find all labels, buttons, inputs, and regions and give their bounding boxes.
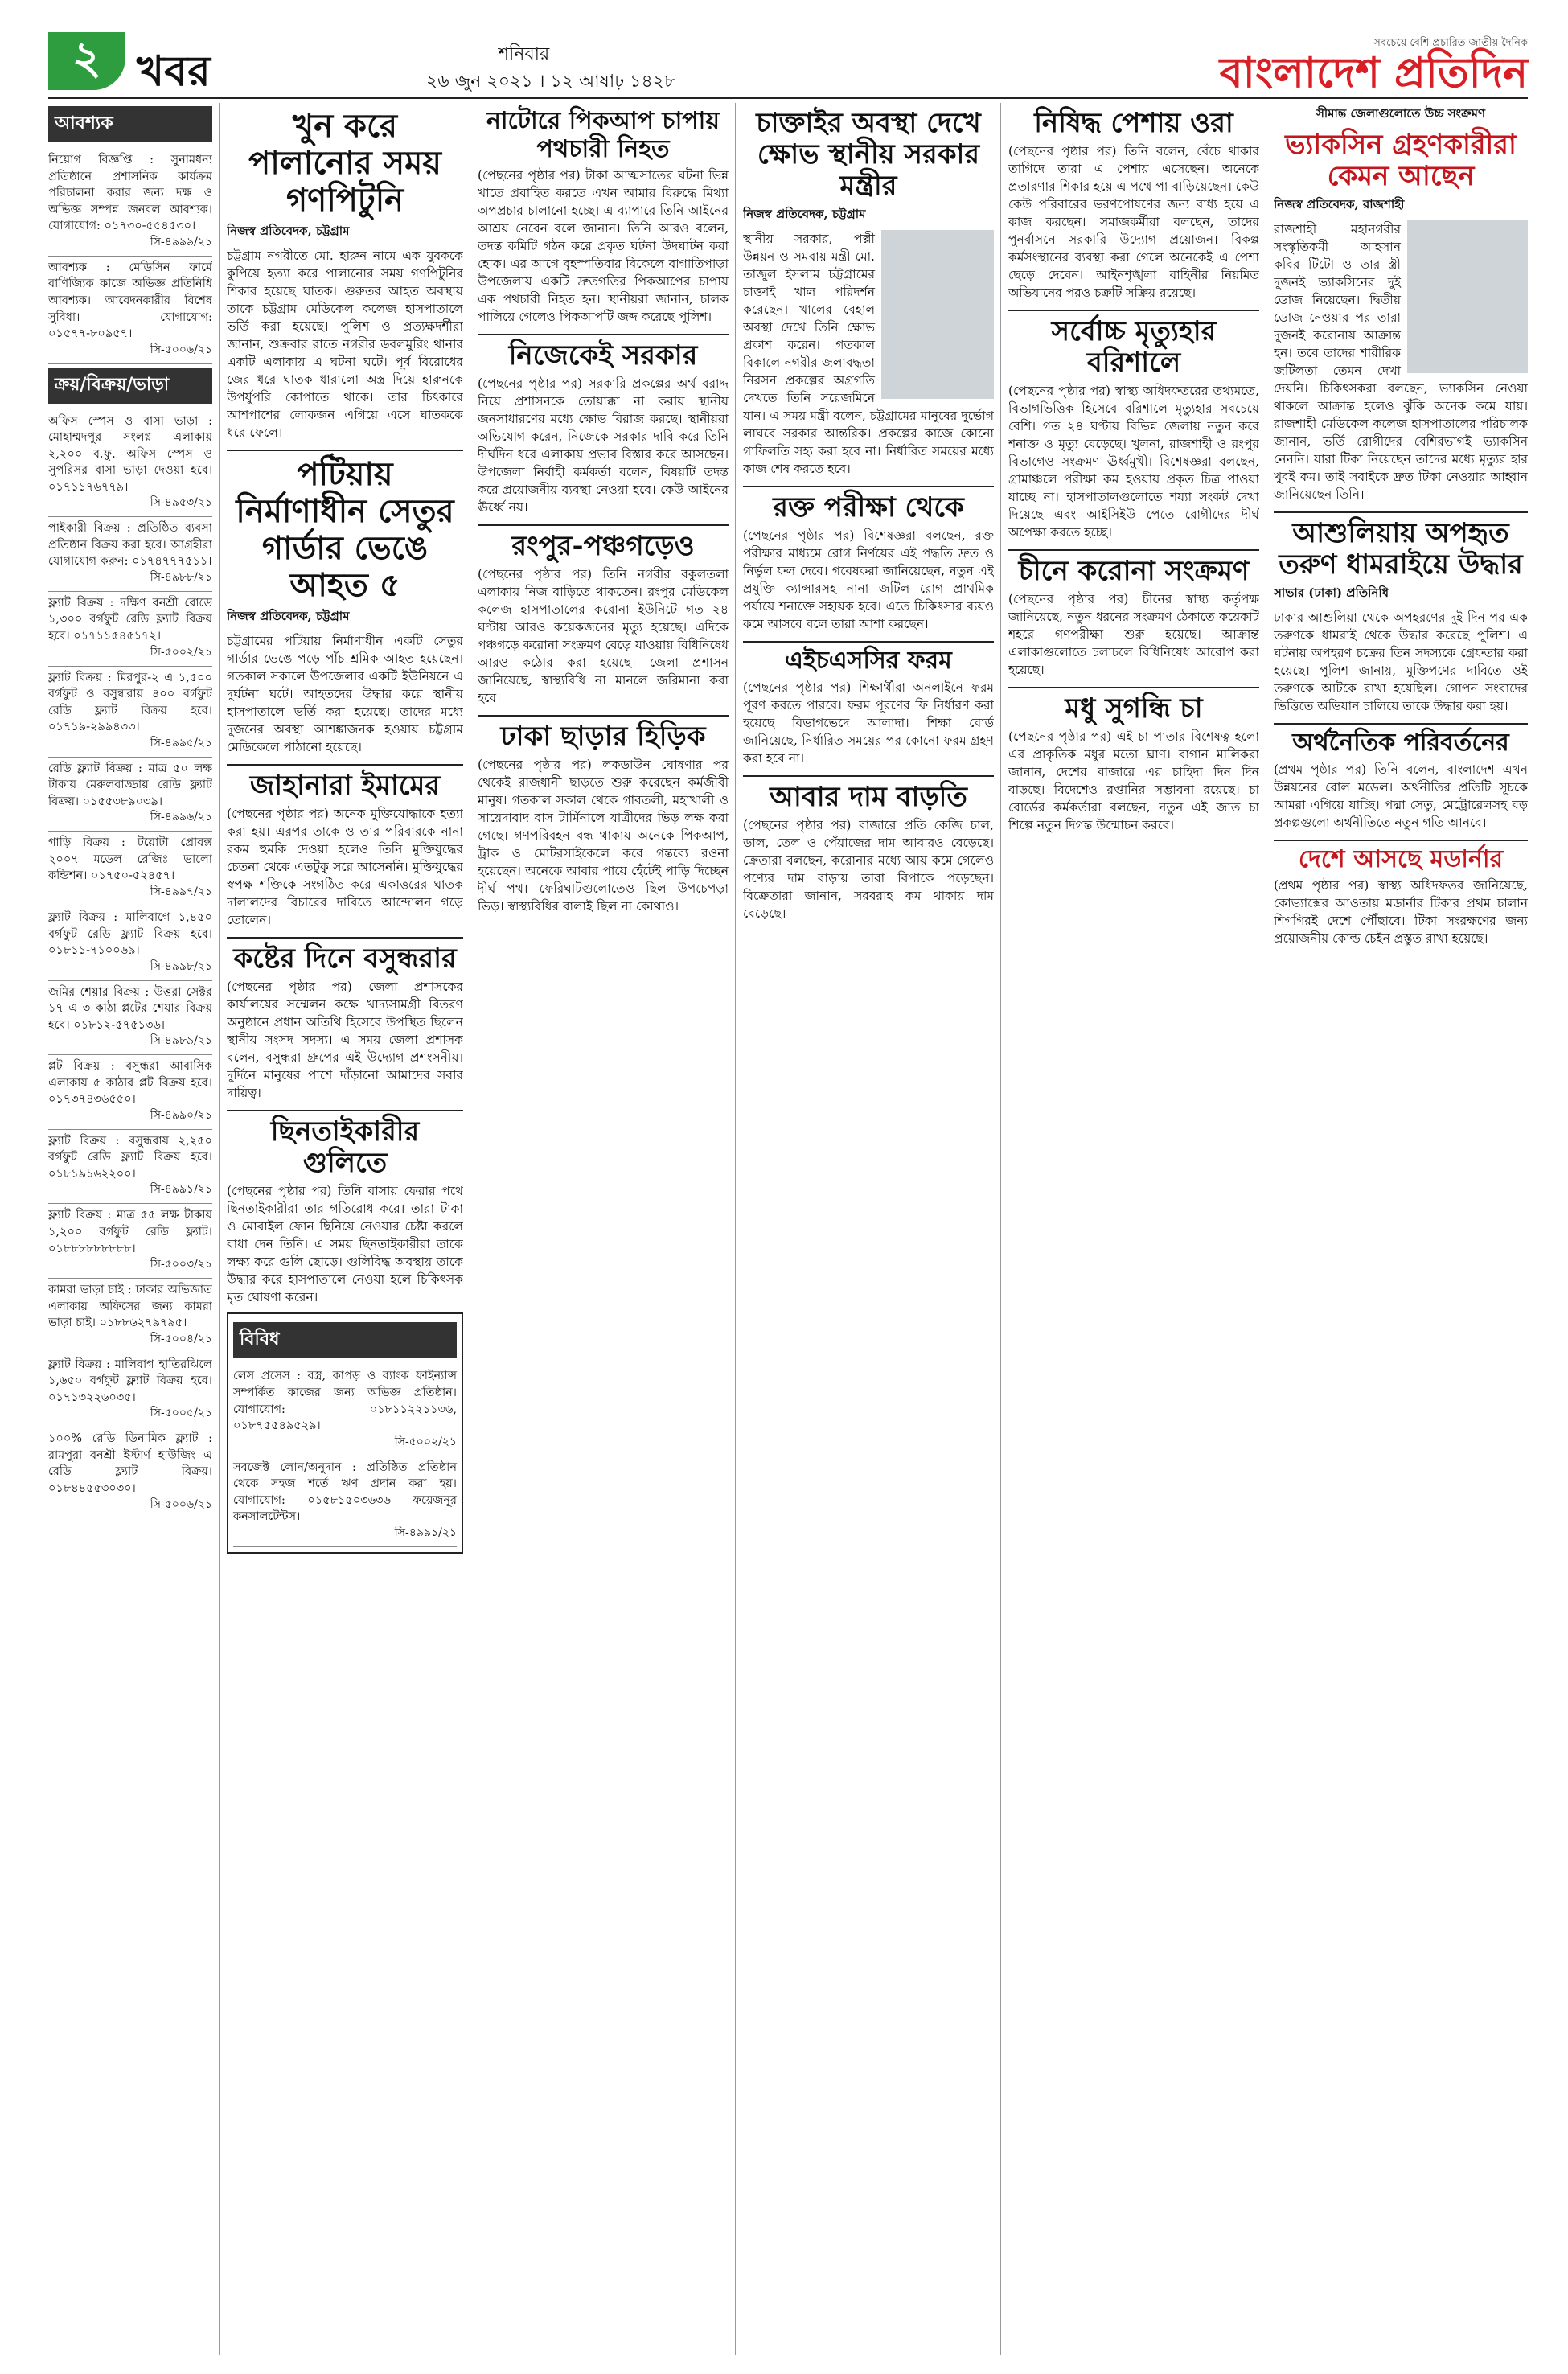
ad-reference: সি-৪৯৯৯/২১: [150, 235, 212, 248]
article-body: (পেছনের পৃষ্ঠার পর) তিনি বাসায় ফেরার পথে ছিনতাইকারীরা তার গতিরোধ করে। তারা টাকা ও মোবাইল ফোন ছিনিয়ে নেওয়ার চেষ্টা করলে বাধা দেন তিনি। এ সময় ছিনতাইকারীরা তাকে লক্ষ্য করে গুলি ছোড়ে। গুলিবিদ্ধ অবস্থায় তাকে উদ্ধার করে হাসপাতালে নেওয়া হলে চিকিৎসক মৃত ঘোষণা করেন।: [227, 1184, 463, 1305]
ad-reference: সি-৪৯৯৫/২১: [150, 736, 212, 750]
section-title: খবর: [137, 47, 211, 96]
headline: চাক্তাইর অবস্থা দেখে ক্ষোভ স্থানীয় সরকার মন্ত্রীর: [756, 107, 981, 203]
ad-text: জমির শেয়ার বিক্রয় : উত্তরা সেক্টর ১৭ এ ৩ কাঠা প্লটের শেয়ার বিক্রয় হবে। ০১৮১২-৫৭৫১৩৬।: [48, 985, 212, 1032]
ad-text: পাইকারী বিক্রয় : প্রতিষ্ঠিত ব্যবসা প্রতিষ্ঠান বিক্রয় করা হবে। আগ্রহীরা যোগাযোগ করুন: ০১৭৪৭৭৭৫১১।: [48, 522, 212, 569]
article-body: (পেছনের পৃষ্ঠার পর) লকডাউন ঘোষণার পর থেকেই রাজধানী ছাড়তে শুরু করেছেন কর্মজীবী মানুষ। গতকাল সকাল থেকে গাবতলী, মহাখালী ও সায়েদাবাদ বাস টার্মিনালে যাত্রীদের ভিড় লক্ষ করা গেছে। গণপরিবহন বন্ধ থাকায় অনেকে পিকআপ, ট্রাক ও মোটরসাইকেলে করে গন্তব্যে রওনা হয়েছেন। অনেকে আবার পায়ে হেঁটেই পাড়ি দিচ্ছেন দীর্ঘ পথ। ফেরিঘাটগুলোতেও ছিল উপচেপড়া ভিড়। স্বাস্থ্যবিধির বালাই ছিল না কোথাও।: [478, 758, 729, 914]
article-body: (পেছনের পৃষ্ঠার পর) বিশেষজ্ঞরা বলছেন, রক্ত পরীক্ষার মাধ্যমে রোগ নির্ণয়ের এই পদ্ধতি দ্রুত ও নির্ভুল ফল দেবে। গবেষকরা জানিয়েছেন, নতুন এই প্রযুক্তি ক্যান্সারসহ নানা জটিল রোগ প্রাথমিক পর্যায়ে শনাক্তে সহায়ক হবে। এতে চিকিৎসার ব্যয়ও কমে আসবে বলে তারা আশা করছেন।: [743, 528, 994, 632]
ad-text: নিয়োগ বিজ্ঞপ্তি : সুনামধন্য প্রতিষ্ঠানে প্রশাসনিক কার্যক্রম পরিচালনা করার জন্য দক্ষ ও অভিজ্ঞ সম্পন্ন জনবল আবশ্যক। যোগাযোগ: ০১৭৩০-৫৫৪৫৩০।: [48, 154, 212, 233]
ad-text: প্লট বিক্রয় : বসুন্ধরা আবাসিক এলাকায় ৫ কাঠার প্লট বিক্রয় হবে। ০১৭৩৭৪৩৬৫৫০।: [48, 1060, 212, 1107]
headline: পটিয়ায় নির্মাণাধীন সেতুর গার্ডার ভেঙে আহত ৫: [236, 455, 454, 604]
byline: সাভার (ঢাকা) প্রতিনিধি: [1274, 585, 1389, 601]
divider: [227, 1110, 463, 1111]
article-body: (প্রথম পৃষ্ঠার পর) স্বাস্থ্য অধিদফতর জানিয়েছে, কোভ্যাক্সের আওতায় মডার্নার টিকার প্রথম চালান শিগগিরই দেশে পৌঁছাবে। টিকা সংরক্ষণের জন্য প্রয়োজনীয় কোল্ড চেইন প্রস্তুত রাখা হয়েছে।: [1274, 878, 1528, 947]
ad-reference: সি-৫০০৬/২১: [150, 1497, 212, 1511]
ad-text: ফ্ল্যাট বিক্রয় : দক্ষিণ বনশ্রী রোডে ১,৩০০ বর্গফুট রেডি ফ্ল্যাট বিক্রয় হবে। ০১৭১১৫৪৫১৭২।: [48, 596, 212, 643]
brand-logo: [1219, 35, 1528, 97]
ad-reference: সি-৫০০৫/২১: [150, 1407, 212, 1420]
article-body: (পেছনের পৃষ্ঠার পর) এই চা পাতার বিশেষত্ব হলো এর প্রাকৃতিক মধুর মতো ঘ্রাণ। বাগান মালিকরা জানান, দেশের বাজারে এর চাহিদা দিন দিন বাড়ছে। বিদেশেও রপ্তানির সম্ভাবনা রয়েছে। চা বোর্ডের কর্মকর্তারা বলছেন, নতুন এই জাত চা শিল্পে নতুন দিগন্ত উন্মোচন করবে।: [1008, 729, 1259, 833]
ad-reference: সি-৪৯৯০/২১: [150, 1108, 212, 1122]
ad-text: ১০০% রেডি ডিনামিক ফ্ল্যাট : রামপুরা বনশ্রী ইস্টার্ণ হাউজিং এ রেডি ফ্ল্যাট বিক্রয়। ০১৮৪৪৫৫৩০৩০।: [48, 1432, 212, 1495]
masthead: [48, 32, 1528, 99]
divider: [1008, 310, 1259, 311]
ad-text: রেডি ফ্ল্যাট বিক্রয় : মাত্র ৫০ লক্ষ টাকায় মেরুলবাড্ডায় রেডি ফ্ল্যাট বিক্রয়। ০১৫৫৩৮৯০৩৯।: [48, 762, 212, 808]
news-column-3: [478, 103, 729, 2355]
page-number-badge: ২: [48, 32, 125, 90]
article-body: রাজশাহী মহানগরীর সংস্কৃতিকর্মী আহসান কবির টিটো ও তার স্ত্রী দুজনই ভ্যাকসিনের দুই ডোজ নিয়েছেন। দ্বিতীয় ডোজ নেওয়ার পর তারা দুজনই করোনায় আক্রান্ত হন। তবে তাদের শারীরিক জটিলতা তেমন দেখা দেয়নি। চিকিৎসকরা বলছেন, ভ্যাকসিন নেওয়া থাকলে আক্রান্ত হলেও ঝুঁকি অনেক কমে যায়। রাজশাহী মেডিকেল কলেজ হাসপাতালের পরিচালক জানান, ভর্তি রোগীদের বেশিরভাগই ভ্যাকসিন নেননি। যারা টিকা নিয়েছেন তাদের মধ্যে মৃত্যুর হার খুবই কম। তাই সবাইকে দ্রুত টিকা নেওয়ার আহ্বান জানিয়েছেন তিনি।: [1274, 222, 1528, 503]
classified-ad: [48, 832, 212, 906]
ad-reference: সি-৫০০৪/২১: [150, 1332, 212, 1345]
ad-text: সবজেক্ট লোন/অনুদান : প্রতিষ্ঠিত প্রতিষ্ঠান থেকে সহজ শর্তে ঋণ প্রদান করা হয়। যোগাযোগ: ০১৫৮১৫০৩৬৩৬ ফয়েজনূর কনসালটেন্টস।: [233, 1460, 457, 1524]
ad-reference: সি-৪৯৯১/২১: [150, 1183, 212, 1197]
classified-list: [48, 149, 212, 364]
article-body: ঢাকার আশুলিয়া থেকে অপহরণের দুই দিন পর এক তরুণকে ধামরাই থেকে উদ্ধার করেছে পুলিশ। এ ঘটনায় অপহরণ চক্রের তিন সদস্যকে গ্রেফতার করা হয়েছে। পুলিশ জানায়, মুক্তিপণের দাবিতে ওই তরুণকে আটকে রাখা হয়েছিল। গোপন সংবাদের ভিত্তিতে অভিযান চালিয়ে তাকে উদ্ধার করা হয়।: [1274, 610, 1528, 714]
divider: [1008, 549, 1259, 551]
headline: কষ্টের দিনে বসুন্ধরার: [233, 943, 457, 975]
article-body: স্থানীয় সরকার, পল্লী উন্নয়ন ও সমবায় মন্ত্রী মো. তাজুল ইসলাম চট্টগ্রামের চাক্তাই খাল পরিদর্শন করেছেন। খালের বেহাল অবস্থা দেখে তিনি ক্ষোভ প্রকাশ করেন। গতকাল বিকালে নগরীর জলাবদ্ধতা নিরসন প্রকল্পের অগ্রগতি দেখতে তিনি সরেজমিনে যান। এ সময় মন্ত্রী বলেন, চট্টগ্রামের মানুষের দুর্ভোগ লাঘবে সরকার আন্তরিক। প্রকল্পের কাজে কোনো গাফিলতি সহ্য করা হবে না। নির্ধারিত সময়ের মধ্যে কাজ শেষ করতে হবে।: [743, 232, 994, 477]
headline: রংপুর-পঞ্চগড়েও: [511, 530, 695, 563]
ad-reference: সি-৪৯৯১/২১: [394, 1526, 457, 1539]
byline: নিজস্ব প্রতিবেদক, চট্টগ্রাম: [227, 224, 350, 238]
headline: আবার দাম বাড়তি: [770, 780, 967, 813]
classifieds-column: [48, 103, 212, 2355]
divider: [478, 715, 729, 717]
classified-ad: [48, 1427, 212, 1518]
classified-ad: [48, 1055, 212, 1130]
classified-ad: [48, 1279, 212, 1353]
news-column-5: [1008, 103, 1259, 2355]
divider: [478, 334, 729, 335]
divider: [743, 641, 994, 643]
ad-text: গাড়ি বিক্রয় : টয়োটা প্রোবক্স ২০০৭ মডেল রেজিঃ ভালো কন্ডিশন। ০১৭৫০-৫২৪৫৭।: [48, 836, 212, 883]
headline: আশুলিয়ায় অপহৃত তরুণ ধামরাইয়ে উদ্ধার: [1279, 517, 1523, 581]
ad-text: ফ্ল্যাট বিক্রয় : মালিবাগে ১,৪৫০ বর্গফুট রেডি ফ্ল্যাট বিক্রয় হবে। ০১৮১১-৭১০০৬৯।: [48, 910, 212, 958]
byline: নিজস্ব প্রতিবেদক, রাজশাহী: [1274, 197, 1405, 212]
divider: [227, 764, 463, 766]
headline: রক্ত পরীক্ষা থেকে: [773, 491, 964, 524]
headline: এইচএসসির ফরম: [785, 647, 952, 676]
article-body: (পেছনের পৃষ্ঠার পর) অনেক মুক্তিযোদ্ধাকে হত্যা করা হয়। এরপর তাকে ও তার পরিবারকে নানা রকম হুমকি দেওয়া হলেও তিনি মুক্তিযুদ্ধের চেতনা থেকে এতটুকু সরে আসেননি। মুক্তিযুদ্ধের স্বপক্ষ শক্তিকে সংগঠিত করে একাত্তরের ঘাতক দালালদের বিচারের দাবিতে আন্দোলন গড়ে তোলেন।: [227, 807, 463, 928]
ad-reference: সি-৪৯৯৬/২১: [150, 811, 212, 824]
divider: [743, 486, 994, 487]
divider: [1274, 511, 1528, 513]
ad-text: ফ্ল্যাট বিক্রয় : বসুন্ধরায় ২,২৫০ বর্গফুট রেডি ফ্ল্যাট বিক্রয় হবে। ০১৮১৯১৬২২০০।: [48, 1134, 212, 1181]
divider: [227, 937, 463, 939]
issue-date: ২৬ জুন ২০২১ । ১২ আষাঢ় ১৪২৮: [426, 72, 676, 92]
article-body: (পেছনের পৃষ্ঠার পর) চীনের স্বাস্থ্য কর্তৃপক্ষ জানিয়েছে, নতুন ধরনের সংক্রমণ ঠেকাতে কয়েকটি শহরে গণপরীক্ষা শুরু হয়েছে। আক্রান্ত এলাকাগুলোতে চলাচলে বিধিনিষেধ আরোপ করা হয়েছে।: [1008, 592, 1259, 678]
headline: দেশে আসছে মডার্নার: [1298, 844, 1504, 873]
headline: নিজেকেই সরকার: [508, 339, 698, 372]
article-body: (পেছনের পৃষ্ঠার পর) স্বাস্থ্য অধিদফতরের তথ্যমতে, বিভাগভিত্তিক হিসেবে বরিশালে মৃত্যুহার সবচেয়ে বেশি। গত ২৪ ঘণ্টায় বিভিন্ন জেলায় নতুন করে শনাক্ত ও মৃত্যু বেড়েছে। খুলনা, রাজশাহী ও রংপুর বিভাগেও সংক্রমণ ঊর্ধ্বমুখী। বিশেষজ্ঞরা বলছেন, গ্রামাঞ্চলে পরীক্ষা কম হওয়ায় প্রকৃত চিত্র পাওয়া যাচ্ছে না। হাসপাতালগুলোতে শয্যা সংকট দেখা দিয়েছে এবং আইসিইউ পেতে রোগীদের দীর্ঘ অপেক্ষা করতে হচ্ছে।: [1008, 384, 1259, 540]
ad-reference: সি-৫০০৩/২১: [150, 1258, 212, 1271]
article-body: (পেছনের পৃষ্ঠার পর) সরকারি প্রকল্পের অর্থ বরাদ্দ নিয়ে প্রশাসনকে তোয়াক্কা না করায় স্থানীয় জনসাধারণের মধ্যে ক্ষোভ বিরাজ করছে। স্থানীয়রা অভিযোগ করেন, নিজেকে সরকার দাবি করে তিনি দীর্ঘদিন ধরে এলাকায় প্রভাব বিস্তার করে আসছেন। উপজেলা নির্বাহী কর্মকর্তা বলেন, বিষয়টি তদন্ত করে প্রয়োজনীয় ব্যবস্থা নেওয়া হবে। কেউ আইনের ঊর্ধ্বে নয়।: [478, 376, 729, 515]
article-body: (পেছনের পৃষ্ঠার পর) টাকা আত্মসাতের ঘটনা ভিন্ন খাতে প্রবাহিত করতে এখন আমার বিরুদ্ধে মিথ্যা অপপ্রচার চালানো হচ্ছে। এ ব্যাপারে তিনি আইনের আশ্রয় নেবেন বলে জানান। তিনি আরও বলেন, তদন্ত কমিটি গঠন করে প্রকৃত ঘটনা উদঘাটন করা হোক। এর আগে বৃহস্পতিবার বিকেলে বাগাতিপাড়া উপজেলায় একটি দ্রুতগতির পিকআপের চাপায় এক পথচারী নিহত হন। স্থানীয়রা জানান, চালক পালিয়ে গেলেও পিকআপটি জব্দ করেছে পুলিশ।: [478, 168, 729, 324]
divider: [227, 450, 463, 451]
classified-ad: [48, 149, 212, 257]
ad-reference: সি-৫০০২/২১: [394, 1435, 457, 1448]
headline: অর্থনৈতিক পরিবর্তনের: [1292, 729, 1509, 758]
byline: নিজস্ব প্রতিবেদক, চট্টগ্রাম: [227, 609, 350, 623]
classified-ad: [48, 981, 212, 1056]
headline: নিষিদ্ধ পেশায় ওরা: [1034, 107, 1233, 139]
ad-reference: সি-৪৯৫৩/২১: [150, 496, 212, 510]
classified-ad: [48, 667, 212, 758]
article-body: (পেছনের পৃষ্ঠার পর) শিক্ষার্থীরা অনলাইনে ফরম পূরণ করতে পারবে। ফরম পূরণের ফি নির্ধারণ করা হয়েছে বিভাগভেদে আলাদা। শিক্ষা বোর্ড জানিয়েছে, নির্ধারিত সময়ের পর কোনো ফরম গ্রহণ করা হবে না।: [743, 680, 994, 766]
classified-ad: [48, 906, 212, 981]
classified-heading: বিবিধ: [233, 1322, 457, 1358]
headline: খুন করে পালানোর সময় গণপিটুনি: [248, 107, 441, 219]
headline: ছিনতাইকারীর গুলিতে: [270, 1115, 420, 1180]
misc-ads-box: [227, 1312, 463, 1553]
ad-text: কামরা ভাড়া চাই : ঢাকার অভিজাত এলাকায় অফিসের জন্য কামরা ভাড়া চাই। ০১৮৮৬২৭৯৭৯৫।: [48, 1283, 212, 1330]
column-rule: [1000, 103, 1001, 2355]
ad-text: লেস প্রসেস : বস্ত্র, কাপড় ও ব্যাংক ফাইন্যান্স সম্পর্কিত কাজের জন্য অভিজ্ঞ প্রতিষ্ঠান। যোগাযোগ: ০১৮১১২২১১৩৬, ০১৮৭৫৫৪৯৫২৯।: [233, 1370, 457, 1433]
classified-ad: [48, 1130, 212, 1205]
article-body: (পেছনের পৃষ্ঠার পর) জেলা প্রশাসকের কার্যালয়ের সম্মেলন কক্ষে খাদ্যসামগ্রী বিতরণ অনুষ্ঠানে প্রধান অতিথি হিসেবে উপস্থিত ছিলেন স্থানীয় সংসদ সদস্য। এ সময় জেলা প্রশাসক বলেন, বসুন্ধরা গ্রুপের এই উদ্যোগ প্রশংসনীয়। দুর্দিনে মানুষের পাশে দাঁড়ানো আমাদের সবার দায়িত্ব।: [227, 980, 463, 1101]
divider: [478, 524, 729, 526]
classified-ad: [48, 517, 212, 592]
brand-tagline: সবচেয়ে বেশি প্রচারিত জাতীয় দৈনিক: [1373, 37, 1528, 49]
headline: ঢাকা ছাড়ার হিড়িক: [500, 721, 706, 754]
headline: মধু সুগন্ধি চা: [1065, 692, 1203, 725]
classified-ad: [48, 257, 212, 364]
column-rule: [735, 103, 736, 2355]
divider: [1274, 723, 1528, 725]
ad-reference: সি-৪৯৯৮/২১: [150, 959, 212, 973]
divider: [743, 775, 994, 777]
brand-name: বাংলাদেশ প্রতিদিন: [1219, 48, 1528, 97]
headline: ভ্যাকসিন গ্রহণকারীরা কেমন আছেন: [1285, 129, 1517, 193]
news-photo: [881, 230, 994, 399]
ad-reference: সি-৫০০৬/২১: [150, 343, 212, 356]
kicker: সীমান্ত জেলাগুলোতে উচ্চ সংক্রমণ: [1316, 106, 1486, 121]
classified-ad: [48, 1353, 212, 1428]
headline: চীনে করোনা সংক্রমণ: [1018, 555, 1250, 588]
article-body: চট্টগ্রাম নগরীতে মো. হারুন নামে এক যুবককে কুপিয়ে হত্যা করে পালানোর সময় গণপিটুনির শিকার হয়েছে ঘাতক। গুরুতর আহত অবস্থায় তাকে চট্টগ্রাম মেডিকেল কলেজ হাসপাতালে ভর্তি করা হয়েছে। পুলিশ ও প্রত্যক্ষদর্শীরা জানান, শুক্রবার রাতে নগরীর ডবলমুরিং থানার একটি এলাকায় এ ঘটনা ঘটে। পূর্ব বিরোধের জের ধরে ঘাতক ধারালো অস্ত্র দিয়ে হারুনকে উপর্যুপরি কোপাতে থাকে। তার চিৎকারে আশপাশের লোকজন এগিয়ে এসে ঘাতককে ধরে ফেলে।: [227, 248, 463, 440]
issue-day: শনিবার: [499, 44, 550, 64]
column-rule: [219, 103, 220, 2355]
classified-heading: ক্রয়/বিক্রয়/ভাড়া: [48, 368, 212, 404]
classified-ad: [48, 1204, 212, 1279]
ad-reference: সি-৫০০২/২১: [150, 645, 212, 659]
classified-ad: [48, 592, 212, 667]
news-photo: [1407, 220, 1528, 373]
classified-ad: [48, 758, 212, 832]
article-body: (প্রথম পৃষ্ঠার পর) তিনি বলেন, বাংলাদেশ এখন উন্নয়নের রোল মডেল। অর্থনীতির প্রতিটি সূচকে আমরা এগিয়ে যাচ্ছি। পদ্মা সেতু, মেট্রোরেলসহ বড় প্রকল্পগুলো অর্থনীতিতে নতুন গতি আনবে।: [1274, 762, 1528, 830]
ad-text: ফ্ল্যাট বিক্রয় : মালিবাগ হাতিরঝিলে ১,৬৫০ বর্গফুট ফ্ল্যাট বিক্রয় হবে। ০১৭১৩২২৬০৩৫।: [48, 1357, 212, 1404]
classified-ad: [48, 410, 212, 518]
headline: সর্বোচ্চ মৃত্যুহার বরিশালে: [1051, 315, 1217, 380]
article-body: চট্টগ্রামের পটিয়ায় নির্মাণাধীন একটি সেতুর গার্ডার ভেঙে পড়ে পাঁচ শ্রমিক আহত হয়েছেন। গতকাল সকালে উপজেলার একটি ইউনিয়নে এ দুর্ঘটনা ঘটে। আহতদের উদ্ধার করে স্থানীয় হাসপাতালে ভর্তি করা হয়েছে। তাদের মধ্যে দুজনের অবস্থা আশঙ্কাজনক হওয়ায় চট্টগ্রাম মেডিকেলে পাঠানো হয়েছে।: [227, 634, 463, 754]
ad-text: আবশ্যক : মেডিসিন ফার্মে বাণিজ্যিক কাজে অভিজ্ঞ প্রতিনিধি আবশ্যক। আবেদনকারীর বিশেষ সুবিধা। যোগাযোগ: ০১৫৭৭-৮০৯৫৭।: [48, 261, 212, 341]
ad-text: ফ্ল্যাট বিক্রয় : মাত্র ৫৫ লক্ষ টাকায় ১,২০০ বর্গফুট রেডি ফ্ল্যাট। ০১৮৮৮৮৮৮৮৮৮।: [48, 1209, 212, 1255]
article-body: (পেছনের পৃষ্ঠার পর) তিনি নগরীর বকুলতলা এলাকায় নিজ বাড়িতে থাকতেন। রংপুর মেডিকেল কলেজ হাসপাতালের করোনা ইউনিটে গত ২৪ ঘণ্টায় আরও কয়েকজনের মৃত্যু হয়েছে। এদিকে পঞ্চগড়ে করোনা সংক্রমণ বেড়ে যাওয়ায় বিধিনিষেধ আরও কঠোর করা হয়েছে। জেলা প্রশাসন জানিয়েছে, স্বাস্থ্যবিধি না মানলে জরিমানা করা হবে।: [478, 567, 729, 706]
classified-list: [48, 410, 212, 1519]
headline: জাহানারা ইমামের: [249, 770, 441, 802]
headline: নাটোরে পিকআপ চাপায় পথচারী নিহত: [486, 107, 720, 163]
ad-text: ফ্ল্যাট বিক্রয় : মিরপুর-২ এ ১,৫০০ বর্গফুট ও বসুন্ধরায় ৪০০ বর্গফুট রেডি ফ্ল্যাট বিক্রয় হবে। ০১৭১৯-২৯৯৪৩৩।: [48, 671, 212, 734]
news-column-6: [1274, 103, 1528, 2355]
classified-ad: [233, 1456, 457, 1547]
article-body: (পেছনের পৃষ্ঠার পর) বাজারে প্রতি কেজি চাল, ডাল, তেল ও পেঁয়াজের দাম আবারও বেড়েছে। ক্রেতারা বলছেন, করোনার মধ্যে আয় কমে গেলেও পণ্যের দাম বাড়ায় তারা বিপাকে পড়েছেন। বিক্রেতারা জানান, সরবরাহ কম থাকায় দাম বেড়েছে।: [743, 817, 994, 921]
classified-heading: আবশ্যক: [48, 106, 212, 142]
ad-reference: সি-৪৯৮৮/২১: [150, 571, 212, 585]
classified-ad: [233, 1365, 457, 1456]
news-column-2: [227, 103, 463, 2355]
byline: নিজস্ব প্রতিবেদক, চট্টগ্রাম: [743, 207, 866, 222]
divider: [1008, 687, 1259, 688]
ad-reference: সি-৪৯৯৭/২১: [150, 885, 212, 899]
news-column-4: [743, 103, 994, 2355]
divider: [1274, 840, 1528, 841]
ad-reference: সি-৪৯৮৯/২১: [150, 1034, 212, 1048]
article-body: (পেছনের পৃষ্ঠার পর) তিনি বলেন, বেঁচে থাকার তাগিদে তারা এ পেশায় এসেছেন। অনেকে প্রতারণার শিকার হয়ে এ পথে পা বাড়িয়েছেন। কেউ কেউ পরিবারের ভরণপোষণের জন্য বাধ্য হয়ে এ কাজ করছেন। সমাজকর্মীরা বলছেন, তাদের পুনর্বাসনে সরকারি উদ্যোগ প্রয়োজন। বিকল্প কর্মসংস্থানের ব্যবস্থা করা গেলে অনেকেই এ পেশা ছেড়ে দেবেন। আইনশৃঙ্খলা বাহিনীর নিয়মিত অভিযানের পরও চক্রটি সক্রিয় রয়েছে।: [1008, 144, 1259, 301]
ad-text: অফিস স্পেস ও বাসা ভাড়া : মোহাম্মদপুর সংলগ্ন এলাকায় ২,২০০ ব.ফু. অফিস স্পেস ও সুপরিসর বাসা ভাড়া দেওয়া হবে। ০১৭১১৭৬৭৭৯।: [48, 414, 212, 494]
